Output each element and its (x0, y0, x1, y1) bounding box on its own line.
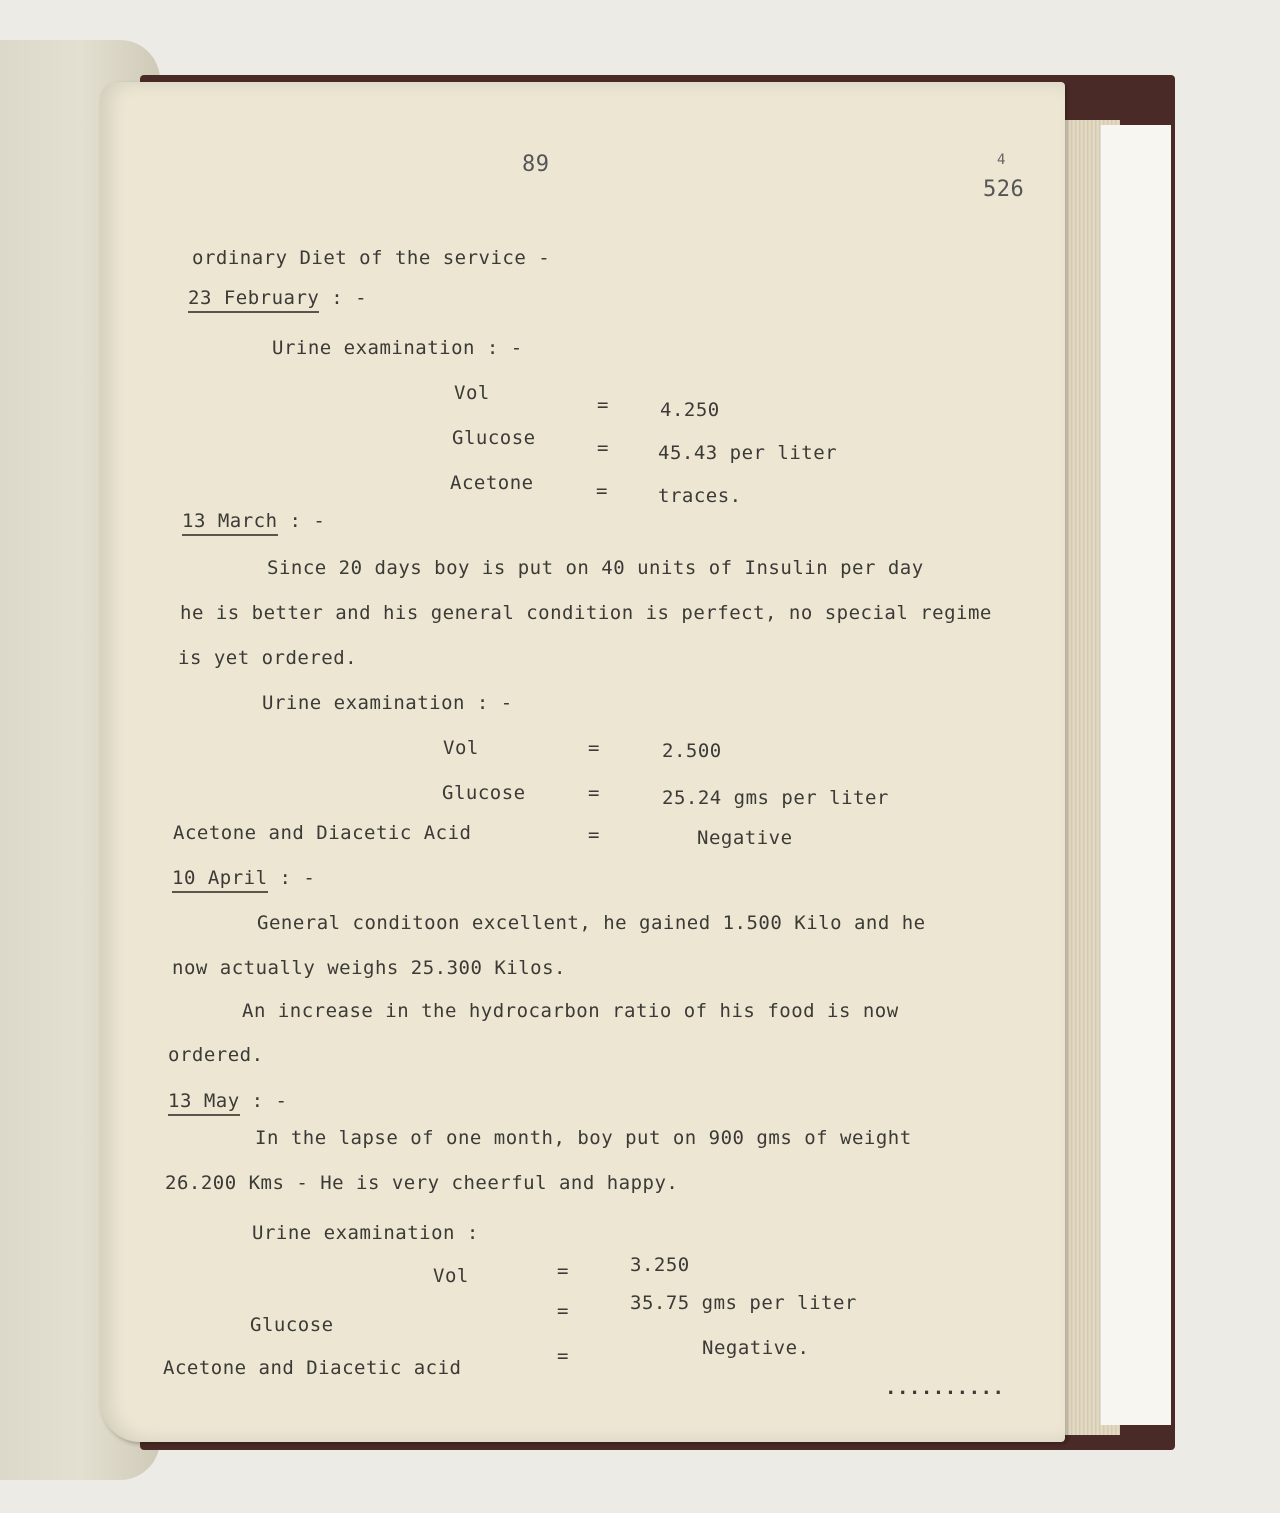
text-line: he is better and his general condition is perfect, no special regime (180, 602, 992, 624)
date-label: 13 March (182, 510, 278, 536)
date-label: 10 April (172, 867, 268, 893)
exam-eq: = (557, 1260, 569, 1282)
page-number: 89 (522, 152, 550, 177)
exam-eq: = (557, 1300, 569, 1322)
exam-label: Acetone and Diacetic acid (163, 1357, 462, 1379)
text-line: is yet ordered. (178, 647, 358, 669)
exam-eq: = (588, 782, 600, 804)
ellipsis: .......... (885, 1377, 1005, 1399)
exam-value: 45.43 per liter (658, 442, 838, 464)
exam-eq: = (597, 437, 609, 459)
text-line: ordinary Diet of the service - (192, 247, 551, 269)
exam-eq: = (588, 737, 600, 759)
exam-value: Negative. (702, 1337, 810, 1359)
date-suffix: : - (331, 287, 368, 309)
text-line: 26.200 Kms - He is very cheerful and happy. (165, 1172, 679, 1194)
exam-value: 4.250 (660, 399, 720, 421)
date-heading (168, 1090, 287, 1112)
exam-eq: = (596, 480, 608, 502)
urine-heading: Urine examination : - (272, 337, 523, 359)
exam-label: Glucose (452, 427, 536, 449)
date-suffix: : - (289, 510, 326, 532)
text-line: now actually weighs 25.300 Kilos. (172, 957, 566, 979)
inserted-sheet (1100, 125, 1171, 1425)
date-label: 23 February (188, 287, 319, 313)
text-line: An increase in the hydrocarbon ratio of his food is now (242, 1000, 899, 1022)
exam-eq: = (588, 824, 600, 846)
text-line: In the lapse of one month, boy put on 900 gms of weight (255, 1127, 912, 1149)
folio-number: 526 (983, 177, 1025, 202)
exam-value: 3.250 (630, 1254, 690, 1276)
date-heading (182, 510, 325, 532)
exam-label: Glucose (250, 1314, 334, 1336)
exam-label: Acetone and Diacetic Acid (173, 822, 472, 844)
urine-heading: Urine examination : (252, 1222, 479, 1244)
text-line: General conditoon excellent, he gained 1.500 Kilo and he (257, 912, 926, 934)
exam-value: 35.75 gms per liter (630, 1292, 857, 1314)
exam-value: 2.500 (662, 740, 722, 762)
urine-heading: Urine examination : - (262, 692, 513, 714)
exam-label: Vol (443, 737, 479, 759)
exam-value: 25.24 gms per liter (662, 787, 889, 809)
exam-eq: = (557, 1345, 569, 1367)
text-line: ordered. (168, 1044, 264, 1066)
document-page (100, 82, 1065, 1442)
exam-label: Glucose (442, 782, 526, 804)
exam-label: Vol (433, 1265, 469, 1287)
exam-label: Acetone (450, 472, 534, 494)
date-heading (172, 867, 315, 889)
exam-eq: = (597, 394, 609, 416)
date-suffix: : - (251, 1090, 288, 1112)
date-heading (188, 287, 367, 309)
date-label: 13 May (168, 1090, 240, 1116)
folio-correction: 4 (997, 152, 1006, 168)
exam-label: Vol (454, 382, 490, 404)
text-line: Since 20 days boy is put on 40 units of Insulin per day (267, 557, 924, 579)
exam-value: Negative (697, 827, 793, 849)
date-suffix: : - (279, 867, 316, 889)
exam-value: traces. (658, 485, 742, 507)
